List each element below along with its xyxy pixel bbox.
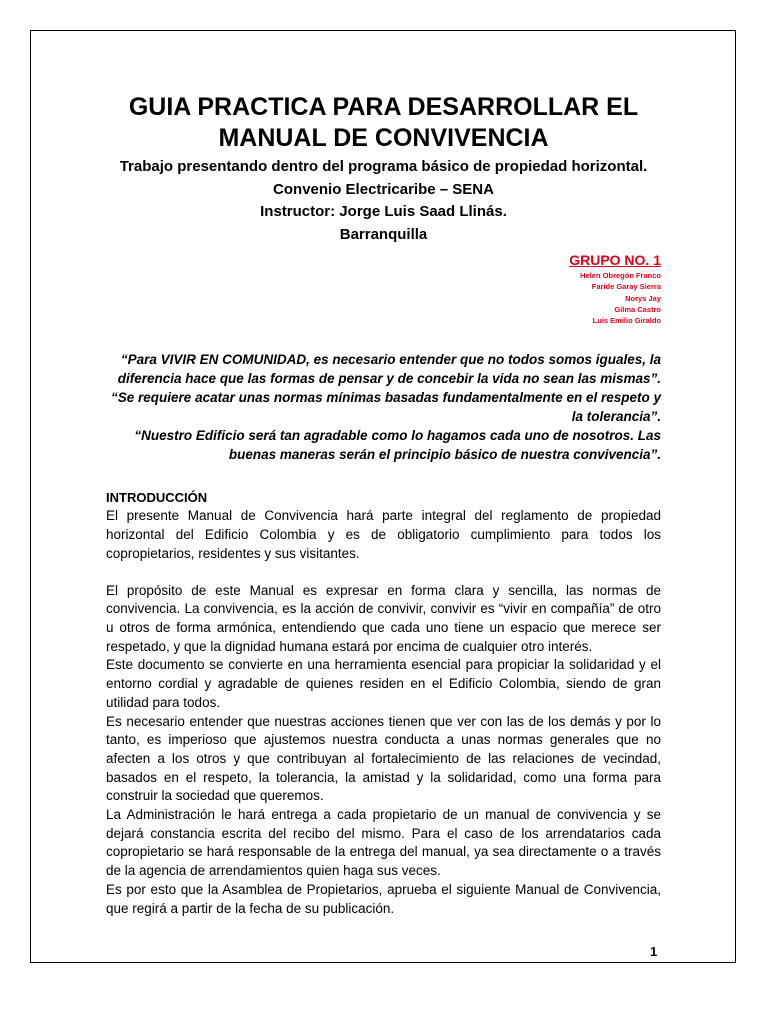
document-subtitle (106, 156, 661, 246)
title-line-1: GUIA PRACTICA PARA DESARROLLAR EL (128, 93, 639, 121)
quote-community: “Para VIVIR EN COMUNIDAD, es necesario entender que no todos somos iguales, la diferencia hace que las formas de pensar y de concebir la vida no sean las mismas”. (117, 352, 661, 387)
group-member: Helen Obregón Franco (580, 271, 661, 280)
page-number: 1 (650, 944, 658, 959)
paragraph: El presente Manual de Convivencia hará parte integral del reglamento de propiedad horizontal del Edificio Colombia y es de obligatorio cumplimiento para todos los copropietarios, residentes y sus visitantes. (106, 508, 661, 561)
group-member: Gilma Castro (614, 304, 661, 314)
paragraph: Es por esto que la Asamblea de Propietarios, aprueba el siguiente Manual de Convivencia, que regirá a partir de la fecha de su publicación. (106, 881, 661, 916)
group-member: Norys Jay (625, 293, 661, 303)
quote-building: “Nuestro Edificio será tan agradable como lo hagamos cada uno de nosotros. Las buenas maneras serán el principio básico de nuestra convivencia”. (134, 428, 661, 463)
subtitle-line-program: Trabajo presentando dentro del programa básico de propiedad horizontal. (119, 158, 648, 175)
paragraph: Este documento se convierte en una herramienta esencial para propiciar la solidaridad y el entorno cordial y agradable de quienes residen en el Edificio Colombia, siendo de gran utilidad para todos. (106, 657, 661, 710)
group-member: Faride Garay Sierra (591, 282, 661, 292)
group-block (106, 250, 661, 326)
subtitle-line-instructor: Instructor: Jorge Luis Saad Llinás. (260, 203, 507, 220)
subtitle-line-convenio: Convenio Electricaribe – SENA (273, 180, 494, 198)
epigraph-quotes (106, 350, 661, 464)
paragraph: La Administración le hará entrega a cada propietario de un manual de convivencia y se dejará constancia escrita del recibo del mismo. Para el caso de los arrendatarios cada copropietario se hará responsable de la entrega del manual, ya sea directamente o a través de la agencia de arrendamientos quien haga sus veces. (106, 807, 661, 879)
document-content (106, 92, 661, 918)
document-title (106, 92, 661, 154)
group-title: GRUPO NO. 1 (569, 252, 661, 268)
group-member: Luis Emilio Giraldo (592, 316, 661, 326)
subtitle-line-city: Barranquilla (339, 225, 428, 243)
quote-norms: “Se requiere acatar unas normas mínimas basadas fundamentalmente en el respeto y la tolerancia”. (111, 390, 661, 425)
paragraph: El propósito de este Manual es expresar en forma clara y sencilla, las normas de convivencia. La convivencia, es la acción de convivir, convivir es “vivir en compañía” de otro u otros de forma armónica, entendiendo que cada uno tiene un espacio que merece ser respetado, y que la dignidad humana estará por encima de cualquier otro interés. (106, 582, 661, 654)
title-line-2: MANUAL DE CONVIVENCIA (218, 124, 549, 152)
intro-body (106, 507, 661, 918)
paragraph: Es necesario entender que nuestras acciones tienen que ver con las de los demás y por lo tanto, es imperioso que ajustemos nuestra conducta a unas normas generales que no afecten a los otros y que contribuyan al fortalecimiento de las relaciones de vecindad, basados en el respeto, la tolerancia, la amistad y la solidaridad, como una forma para construir la sociedad que queremos. (106, 713, 661, 804)
intro-heading: INTRODUCCIÓN (106, 490, 208, 506)
